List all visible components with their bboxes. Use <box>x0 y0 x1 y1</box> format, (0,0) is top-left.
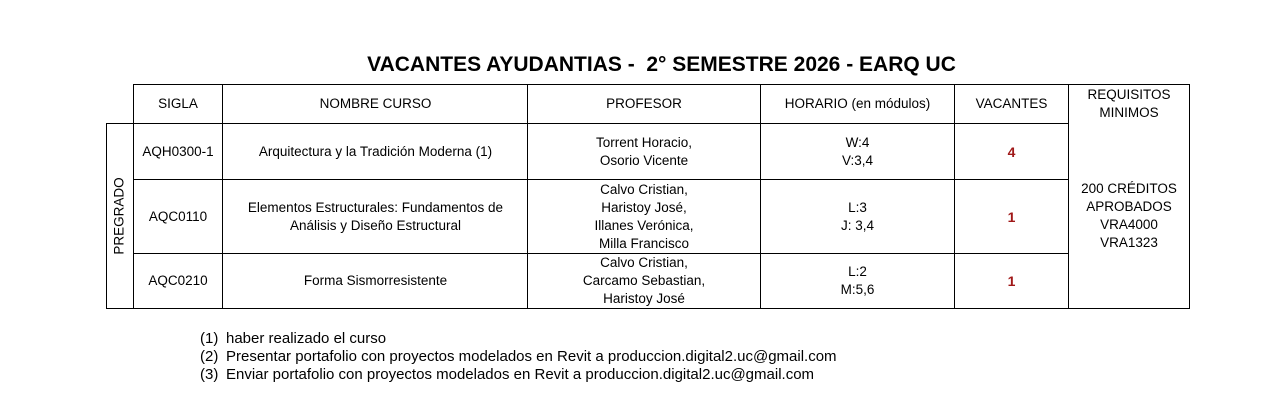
row3-horario: L:2 M:5,6 <box>760 253 955 309</box>
row3-nombre: Forma Sismorresistente <box>222 253 529 309</box>
footnote-text: Enviar portafolio con proyectos modelados en Revit a produccion.digital2.uc@gmail.com <box>226 366 815 383</box>
row2-nombre: Elementos Estructurales: Fundamentos de Análisis y Diseño Estructural <box>222 179 529 254</box>
footnote-item <box>200 348 837 366</box>
row1-sigla: AQH0300-1 <box>133 123 223 180</box>
row2-vacantes: 1 <box>954 179 1069 254</box>
page-title: VACANTES AYUDANTIAS - 2° SEMESTRE 2026 - EARQ UC <box>367 53 956 76</box>
header-horario: HORARIO (en módulos) <box>760 84 955 124</box>
footnote-number: (2) <box>200 348 219 365</box>
requisitos-value: 200 CRÉDITOS APROBADOS VRA4000 VRA1323 <box>1081 181 1177 250</box>
header-sigla: SIGLA <box>133 84 223 124</box>
requisitos-column <box>1068 84 1190 309</box>
row3-vacantes: 1 <box>954 253 1069 309</box>
row1-vacantes: 4 <box>954 123 1069 180</box>
row2-horario: L:3 J: 3,4 <box>760 179 955 254</box>
row3-sigla: AQC0210 <box>133 253 223 309</box>
footnote-item <box>200 366 837 384</box>
header-vacantes: VACANTES <box>954 84 1069 124</box>
row3-profesor: Calvo Cristian, Carcamo Sebastian, Haristoy José <box>527 253 761 309</box>
footnote-text: haber realizado el curso <box>226 330 387 347</box>
row2-sigla: AQC0110 <box>133 179 223 254</box>
row1-horario: W:4 V:3,4 <box>760 123 955 180</box>
row2-profesor: Calvo Cristian, Haristoy José, Illanes Verónica, Milla Francisco <box>527 179 761 254</box>
header-nombre-curso: NOMBRE CURSO <box>222 84 529 124</box>
footnote-number: (3) <box>200 366 219 383</box>
footnote-number: (1) <box>200 330 219 347</box>
row1-profesor: Torrent Horacio, Osorio Vicente <box>527 123 761 180</box>
row1-nombre: Arquitectura y la Tradición Moderna (1) <box>222 123 529 180</box>
footnote-item <box>200 330 837 348</box>
header-requisitos: REQUISITOS MINIMOS <box>1087 87 1171 120</box>
pregrado-label: PREGRADO <box>112 177 128 255</box>
footnotes <box>200 330 837 384</box>
header-profesor: PROFESOR <box>527 84 761 124</box>
footnote-text: Presentar portafolio con proyectos modelados en Revit a produccion.digital2.uc@gmail.com <box>226 348 837 365</box>
pregrado-label-cell <box>106 123 134 309</box>
